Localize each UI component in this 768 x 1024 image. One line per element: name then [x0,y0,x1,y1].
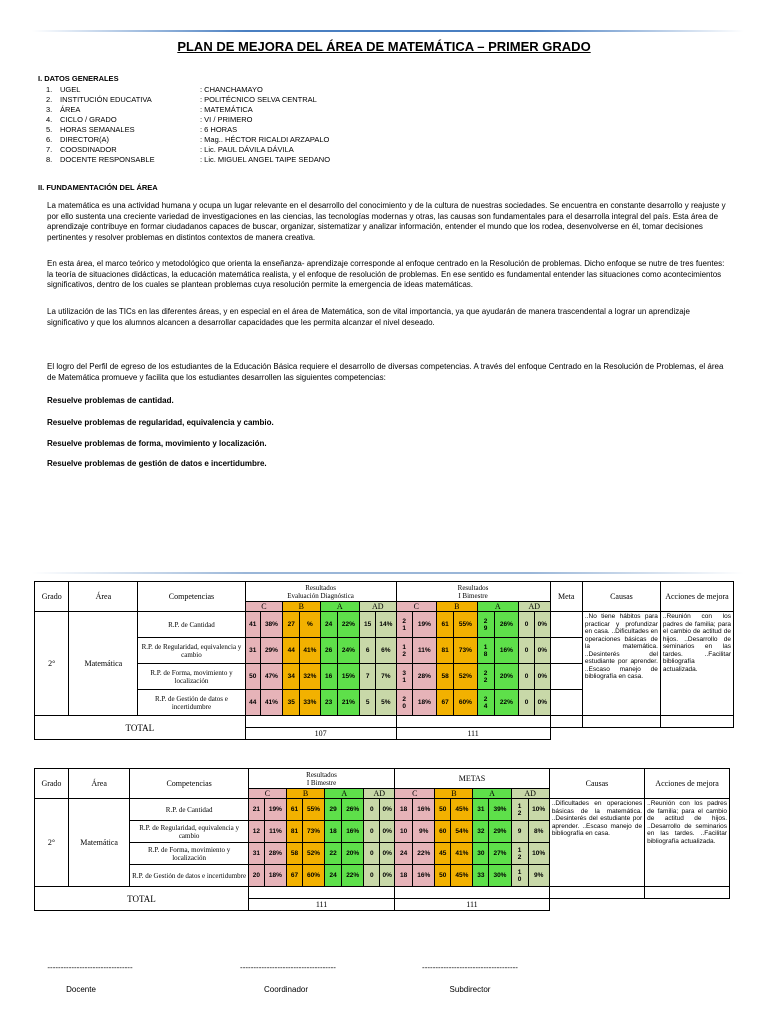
cell-value: 24 [395,843,413,865]
datos-value: : 6 HORAS [200,125,238,134]
cell-grado: 2° [35,612,69,716]
cell-value: 0% [535,612,550,638]
cell-value: 22% [337,612,359,638]
datos-generales-list [46,85,330,165]
cell-value: 24% [337,638,359,664]
cell-value: 41% [300,638,320,664]
cell-value: 12 [248,821,264,843]
header-resultados-bimestre: Resultados I Bimestre [248,769,394,789]
cell-value: 0% [535,638,550,664]
level-ad: AD [511,789,549,799]
cell-value: 0% [380,843,395,865]
signature-line-docente: -------------------------------- [47,963,133,972]
cell-value: 18 [325,821,342,843]
datos-number: 6. [46,135,53,144]
cell-value: 60% [302,865,324,887]
datos-number: 4. [46,115,53,124]
cell-area: Matemática [68,799,129,887]
datos-value: : Lic. PAUL DÁVILA DÁVILA [200,145,294,154]
cell-value: 18% [264,865,286,887]
cell-value: 22% [494,690,518,716]
cell-value: 11% [412,638,436,664]
cell-value: 0% [380,821,395,843]
level-b: B [287,789,325,799]
cell-value: 28% [412,664,436,690]
signature-docente: Docente [66,985,96,994]
cell-value: 39% [489,799,511,821]
datos-value: : MATEMÁTICA [200,105,253,114]
datos-row [46,95,330,105]
cell-competencia: R.P. de Cantidad [138,612,245,638]
cell-value: 67 [287,865,303,887]
cell-value: 52% [302,843,324,865]
cell-value: 73% [302,821,324,843]
cell-value: 19% [412,612,436,638]
cell-value: 33 [473,865,489,887]
cell-value: 32% [300,664,320,690]
datos-number: 8. [46,155,53,164]
datos-label: DOCENTE RESPONSABLE [60,155,155,164]
cell-value: 45% [451,865,473,887]
cell-value: 0 [519,690,535,716]
level-ad: AD [360,602,397,612]
level-c: C [248,789,286,799]
table-row [35,612,734,638]
cell-value: 0 [364,843,380,865]
cell-value: 19% [264,799,286,821]
cell-value: 2 9 [477,612,494,638]
cell-value: 1 2 [511,799,528,821]
cell-meta [550,690,582,716]
cell-value: 9% [413,821,435,843]
cell-value: 41 [245,612,260,638]
cell-value: 22% [413,843,435,865]
cell-value: 0 [364,799,380,821]
top-rule [32,30,744,32]
cell-value: 22% [342,865,364,887]
cell-value: 35 [283,690,300,716]
cell-competencia: R.P. de Regularidad, equivalencia y cambio [138,638,245,664]
level-b: B [437,602,477,612]
cell-value: 24 [325,865,342,887]
cell-value: 7% [376,664,396,690]
cell-value: 0% [380,865,395,887]
cell-value: 26 [320,638,337,664]
cell-value: 0 [519,664,535,690]
total-bimestre: 111 [248,899,394,911]
cell-value: % [300,612,320,638]
level-c: C [396,602,437,612]
header-resultados-diagnostica: Resultados Evaluación Diagnóstica [245,582,396,602]
cell-competencia: R.P. de Gestión de datos e incertidumbre [138,690,245,716]
cell-value: 29 [325,799,342,821]
cell-competencia: R.P. de Forma, movimiento y localización [130,843,249,865]
cell-value: 34 [283,664,300,690]
datos-label: DIRECTOR(A) [60,135,110,144]
cell-value: 29% [260,638,282,664]
cell-value: 50 [245,664,260,690]
page-title: PLAN DE MEJORA DEL ÁREA DE MATEMÁTICA – PRIMER GRADO [177,39,591,54]
cell-grado: 2° [35,799,69,887]
cell-value: 81 [287,821,303,843]
cell-value: 28% [264,843,286,865]
datos-label: CICLO / GRADO [60,115,117,124]
competencia-3: Resuelve problemas de forma, movimiento y localización. [47,439,267,448]
total-label: TOTAL [35,887,249,911]
cell-value: 45% [451,799,473,821]
header-acciones: Acciones de mejora [645,769,730,799]
cell-acciones: ..Reunión con los padres de familia; para el cambio de actitud de hijos. ..Desarrollo de seminarios en las tardes. ..Facilitar bibliografía actualizada. [660,612,733,716]
cell-value: 0 [519,612,535,638]
level-a: A [473,789,511,799]
paragraph-1: La matemática es una actividad humana y ocupa un lugar relevante en el desarrollo del conocimiento y de la cultura de nuestras sociedades. Se encuentra en constante desarrollo y reajuste y por ello sustenta una creciente variedad de investigaciones en las ciencias, las tecnologías modernas y otras, las causas son fundamentales para el desarrolla integral del país. Esta área de aprendizaje contribuye en formar ciudadanos capaces de buscar, organizar, sistematizar y analizar información, entender el mundo que los rodea, desenvolverse en él, tomar decisiones pertinentes y resolver problemas en distintos contextos de manera creativa. [47,201,726,242]
level-c: C [245,602,282,612]
cell-value: 16% [494,638,518,664]
cell-value: 1 2 [396,638,412,664]
cell-value: 1 0 [511,865,528,887]
cell-value: 67 [437,690,454,716]
datos-number: 2. [46,95,53,104]
cell-value: 61 [437,612,454,638]
datos-label: ÁREA [60,105,81,114]
cell-area: Matemática [69,612,138,716]
datos-value: : Lic. MIGUEL ANGEL TAIPE SEDANO [200,155,331,164]
section-datos-generales: I. DATOS GENERALES [38,74,119,83]
header-causas: Causas [549,769,644,799]
middle-rule [32,572,744,574]
cell-value: 60 [435,821,451,843]
cell-value: 60% [454,690,477,716]
cell-causas: ..No tiene hábitos para practicar y profundizar en casa. ..Dificultades en operaciones básicas de la matemática. ..Desinterés del estudiante por aprender. ..Escaso manejo de bibliografía en casa. [582,612,660,716]
competencia-2: Resuelve problemas de regularidad, equivalencia y cambio. [47,418,274,427]
cell-value: 18 [395,865,413,887]
header-causas: Causas [582,582,660,612]
cell-value: 58 [287,843,303,865]
cell-value: 29% [489,821,511,843]
cell-value: 21% [337,690,359,716]
competencia-1: Resuelve problemas de cantidad. [47,396,174,405]
cell-value: 18% [412,690,436,716]
cell-value: 44 [283,638,300,664]
level-c: C [395,789,435,799]
cell-value: 11% [264,821,286,843]
header-grado: Grado [35,769,69,799]
cell-value: 44 [245,690,260,716]
cell-value: 15% [337,664,359,690]
cell-value: 31 [248,843,264,865]
cell-value: 55% [454,612,477,638]
cell-value: 21 [248,799,264,821]
table-row [35,799,730,821]
datos-row [46,155,330,165]
cell-competencia: R.P. de Forma, movimiento y localización [138,664,245,690]
cell-value: 50 [435,865,451,887]
datos-label: INSTITUCIÓN EDUCATIVA [60,95,152,104]
header-resultados-bimestre: Resultados I Bimestre [396,582,550,602]
cell-value: 27 [283,612,300,638]
cell-value: 32 [473,821,489,843]
header-area: Área [68,769,129,799]
cell-value: 6 [360,638,376,664]
cell-value: 2 4 [477,690,494,716]
table-metas [34,768,730,911]
cell-value: 2 0 [396,690,412,716]
cell-value: 2 1 [396,612,412,638]
header-competencias: Competencias [130,769,249,799]
cell-value: 0 [519,638,535,664]
cell-meta [550,664,582,690]
cell-value: 15 [360,612,376,638]
cell-value: 73% [454,638,477,664]
datos-number: 1. [46,85,53,94]
cell-value: 8% [528,821,549,843]
cell-value: 41% [451,843,473,865]
datos-value: : Mag.. HÉCTOR RICALDI ARZAPALO [200,135,330,144]
cell-value: 10% [528,843,549,865]
cell-value: 7 [360,664,376,690]
total-metas: 111 [395,899,550,911]
paragraph-4: El logro del Perfil de egreso de los estudiantes de la Educación Básica requiere el desarrollo de diversas competencias. A través del enfoque Centrado en la Resolución de Problemas, el área de Matemática promueve y facilita que los estudiantes desarrollen las siguientes competencias: [47,362,724,382]
datos-number: 5. [46,125,53,134]
cell-value: 1 8 [477,638,494,664]
cell-meta [550,612,582,638]
cell-value: 18 [395,799,413,821]
cell-value: 24 [320,612,337,638]
cell-value: 14% [376,612,396,638]
datos-value: : CHANCHAMAYO [200,85,263,94]
cell-value: 16% [413,799,435,821]
level-a: A [325,789,364,799]
cell-value: 0% [535,664,550,690]
cell-value: 58 [437,664,454,690]
cell-value: 52% [454,664,477,690]
cell-value: 30% [489,865,511,887]
datos-row [46,105,330,115]
datos-label: COOSDINADOR [60,145,117,154]
datos-row [46,135,330,145]
cell-value: 54% [451,821,473,843]
cell-value: 20% [342,843,364,865]
cell-value: 16% [342,821,364,843]
signature-subdirector: Subdirector [449,985,491,994]
cell-competencia: R.P. de Regularidad, equivalencia y cambio [130,821,249,843]
total-bimestre: 111 [396,728,550,740]
cell-value: 5 [360,690,376,716]
cell-value: 55% [302,799,324,821]
level-ad: AD [519,602,551,612]
cell-value: 81 [437,638,454,664]
level-ad: AD [364,789,395,799]
cell-value: 0% [380,799,395,821]
header-acciones: Acciones de mejora [660,582,733,612]
header-area: Área [69,582,138,612]
cell-value: 26% [494,612,518,638]
cell-value: 0 [364,865,380,887]
datos-row [46,115,330,125]
cell-value: 50 [435,799,451,821]
signature-coordinador: Coordinador [263,985,309,994]
cell-value: 26% [342,799,364,821]
cell-value: 9% [528,865,549,887]
header-grado: Grado [35,582,69,612]
cell-competencia: R.P. de Gestión de datos e incertidumbre [130,865,249,887]
signature-line-coordinador: ------------------------------------ [240,963,336,972]
level-b: B [283,602,320,612]
level-a: A [320,602,359,612]
level-a: A [477,602,519,612]
total-label: TOTAL [35,716,246,740]
cell-value: 5% [376,690,396,716]
cell-competencia: R.P. de Cantidad [130,799,249,821]
cell-value: 27% [489,843,511,865]
datos-value: : VI / PRIMERO [200,115,253,124]
datos-number: 3. [46,105,53,114]
cell-value: 3 1 [396,664,412,690]
cell-value: 41% [260,690,282,716]
datos-row [46,85,330,95]
signature-line-subdirector: ------------------------------------ [422,963,518,972]
cell-value: 33% [300,690,320,716]
cell-value: 47% [260,664,282,690]
cell-value: 9 [511,821,528,843]
datos-value: : POLITÉCNICO SELVA CENTRAL [200,95,317,104]
cell-value: 45 [435,843,451,865]
section-fundamentacion: II. FUNDAMENTACIÓN DEL ÁREA [38,183,158,192]
cell-value: 22 [325,843,342,865]
cell-acciones: ..Reunión con los padres de familia; para el cambio de actitud de hijos. ..Desarrollo de seminarios en las tardes. ..Facilitar bibliografía actualizada. [645,799,730,887]
cell-value: 6% [376,638,396,664]
cell-value: 10 [395,821,413,843]
cell-value: 30 [473,843,489,865]
cell-value: 0 [364,821,380,843]
datos-row [46,145,330,155]
header-metas: METAS [395,769,550,789]
cell-value: 2 2 [477,664,494,690]
cell-value: 38% [260,612,282,638]
cell-value: 20 [248,865,264,887]
header-competencias: Competencias [138,582,245,612]
paragraph-3: La utilización de las TICs en las diferentes áreas, y en especial en el área de Matemática, son de vital importancia, ya que ayudarán de manera trascendental a lograr un aprendizaje significativo y que los alumnos alcancen a desarrollar capacidades que les permita alcanzar el nivel deseado. [47,307,690,327]
header-meta: Meta [550,582,582,612]
total-diagnostica: 107 [245,728,396,740]
level-b: B [435,789,473,799]
cell-causas: ..Dificultades en operaciones básicas de la matemática. ..Desinterés del estudiante por aprender. ..Escaso manejo de bibliografía en casa. [549,799,644,887]
cell-value: 61 [287,799,303,821]
cell-value: 20% [494,664,518,690]
cell-value: 23 [320,690,337,716]
cell-value: 10% [528,799,549,821]
cell-value: 16% [413,865,435,887]
paragraph-2: En esta área, el marco teórico y metodológico que orienta la enseñanza- aprendizaje corresponde al enfoque centrado en la Resolución de problemas. Dicho enfoque se nutre de tres fuentes: la teoría de situaciones didácticas, la educación matemática realista, y el enfoque de resolución de problemas. En ese sentido es fundamental entender las situaciones como acontecimientos significativos, dentro de los cuales se plantean problemas cuya resolución permite la emergencia de ideas matemáticas. [47,259,725,290]
datos-label: UGEL [60,85,81,94]
cell-meta [550,638,582,664]
datos-number: 7. [46,145,53,154]
cell-value: 31 [473,799,489,821]
cell-value: 31 [245,638,260,664]
competencia-4: Resuelve problemas de gestión de datos e incertidumbre. [47,459,267,468]
table-diagnostico [34,581,734,740]
datos-label: HORAS SEMANALES [60,125,135,134]
cell-value: 16 [320,664,337,690]
cell-value: 0% [535,690,550,716]
cell-value: 1 2 [511,843,528,865]
datos-row [46,125,330,135]
